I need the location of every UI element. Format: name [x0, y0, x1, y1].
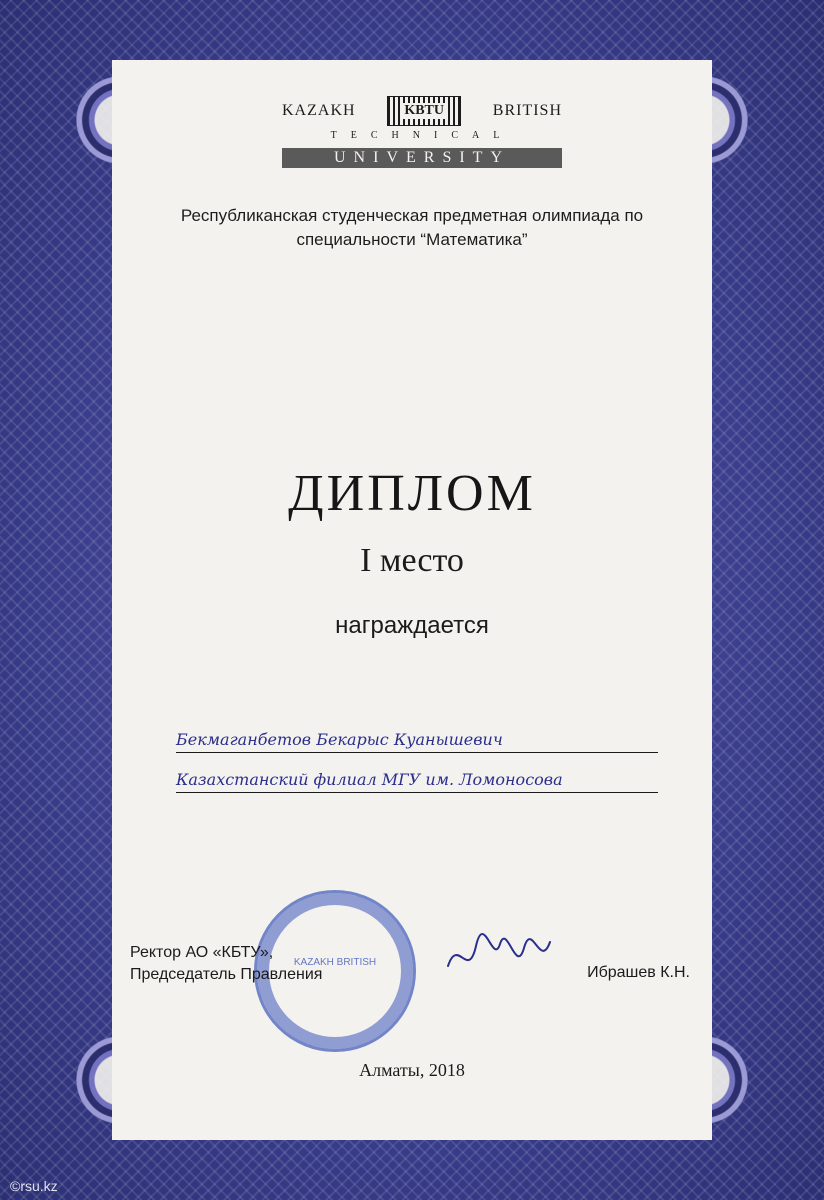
- olympiad-subtitle: Республиканская студенческая предметная олимпиада по специальности “Математика”: [180, 206, 644, 249]
- diploma-title: ДИПЛОМ: [288, 465, 536, 522]
- recipient-organization-line: Казахстанский филиал МГУ им. Ломоносова: [176, 768, 658, 793]
- signatory-title-line2: Председатель Правления: [130, 966, 323, 983]
- logo-mark-text: KBTU: [400, 103, 448, 119]
- logo-right-word: BRITISH: [492, 102, 562, 119]
- awarded-text: награждается: [335, 612, 489, 639]
- recipient-name-line: Бекмаганбетов Бекарыс Куанышевич: [176, 728, 658, 753]
- signatory-titles: [130, 942, 322, 986]
- stamp-text: KAZAKH BRITISH: [293, 957, 377, 968]
- signatory-title-line1: Ректор АО «КБТУ»,: [130, 944, 274, 961]
- logo-left-word: KAZAKH: [282, 102, 356, 119]
- university-logo: [282, 96, 562, 186]
- signatory-name: Ибрашев К.Н.: [587, 964, 690, 981]
- signatory-block: [130, 942, 690, 1002]
- site-watermark: ©rsu.kz: [10, 1178, 58, 1194]
- city-year: Алматы, 2018: [359, 1060, 465, 1080]
- logo-middle-text: TECHNICAL: [330, 130, 514, 141]
- logo-bottom-text: UNIVERSITY: [282, 148, 562, 168]
- logo-mark: [387, 96, 461, 126]
- diploma-sheet: [112, 60, 712, 1140]
- logo-top-row: [282, 96, 562, 126]
- place-text: I место: [360, 542, 464, 579]
